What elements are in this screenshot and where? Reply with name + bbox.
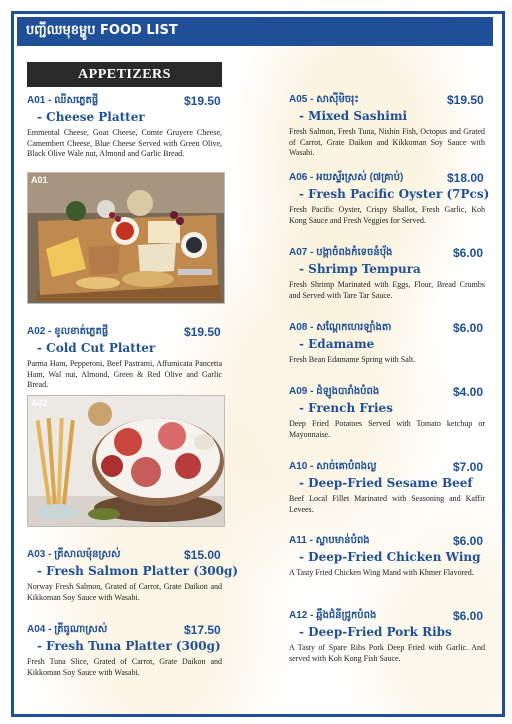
menu-item-a06 [289,170,490,226]
item-price: $19.50 [447,93,484,107]
item-code: A01 - ឈីសភ្លេតផ្លី [27,95,99,106]
item-description: Fresh Shrimp Marinated with Eggs, Flour, Bread Crumbs and Served with Tare Tar Sauce. [289,280,485,300]
item-name: - Mixed Sashimi [299,109,408,123]
item-name: - Cold Cut Platter [37,341,156,355]
item-description: Fresh Salmon, Fresh Tuna, Nishin Fish, Octopus and Grated of Carrot, Grate Daikon and Kikkoman Soy Sauce with Wasabi. [289,127,485,157]
section-title-appetizers: APPETIZERS [27,62,222,87]
cheese-platter-photo [27,172,225,304]
menu-item-a05 [289,92,485,159]
menu-item-a11 [289,533,485,579]
item-price: $19.50 [184,325,221,339]
item-price: $6.00 [453,609,484,623]
item-description: Fresh Bean Edamame Spring with Salt. [289,355,416,364]
item-description: Norway Fresh Salmon, Grated of Carrot, Grate Daikon and Kikkoman Soy Sauce with Wasabi. [27,582,222,602]
item-price: $7.00 [453,460,484,474]
menu-item-a04 [27,622,222,678]
item-name: - Cheese Platter [37,110,145,124]
photo-label: A01 [31,175,48,185]
item-name: - Shrimp Tempura [299,262,421,276]
item-code: A07 - បង្កាចំពងកំទេចនំប៉័ង [289,247,393,258]
item-code: A05 - សាស៊ីមិចរុះ [289,94,359,105]
item-price: $18.00 [447,171,484,185]
item-price: $6.00 [453,534,484,548]
cold-cut-platter-photo [27,395,225,527]
cold-cut-platter-image [28,396,224,526]
cheese-platter-image [28,173,224,303]
item-name: - Deep-Fried Sesame Beef [299,476,473,490]
item-price: $17.50 [184,623,221,637]
menu-item-a01 [27,93,222,160]
item-price: $19.50 [184,94,221,108]
item-code: A12 - ឆ្អឹងជំនីជ្រូកបំពង [289,610,377,621]
item-code: A06 - អយស្ទ័រស្រស់ (៧គ្រាប់) [289,172,404,183]
menu-item-a07 [289,245,485,301]
item-code: A10 - សាច់គោបំពងល្ង [289,461,377,472]
item-code: A11 - ស្លាបមាន់បំពង [289,535,370,546]
menu-item-a08 [289,320,485,366]
photo-label: A02 [31,398,48,408]
menu-item-a02 [27,324,222,391]
item-code: A04 - ត្រីធូណាស្រស់ [27,624,108,635]
item-code: A03 - ត្រីសាលម៉ុនស្រស់ [27,549,121,560]
item-description: Emmental Cheese, Goat Cheese, Comte Gruyere Cheese, Camembert Cheese, Blue Cheese Served with Green Olive, Black Olive Wale nut, Almond and Garlic Bread. [27,128,222,158]
item-code: A02 - ខូលខាត់ភ្លេតផ្លី [27,326,109,337]
item-description: Parma Ham, Pepperoni, Beef Pastrami, Affumicata Pancetta Ham, Wal nut, Almond, Green & Red Olive and Garlic Bread. [27,359,222,389]
page-title: បញ្ជីឈមុខម្ហូប FOOD LIST [26,23,178,38]
item-price: $4.00 [453,385,484,399]
item-name: - Deep-Fried Chicken Wing [299,550,481,564]
item-name: - Fresh Salmon Platter (300g) [37,564,239,578]
item-description: Beef Local Fillet Marinated with Seasoning and Kaffir Levees. [289,494,485,514]
item-price: $6.00 [453,246,484,260]
menu-item-a12 [289,608,485,664]
item-description: A Tasty Fried Chicken Wing Mand with Khmer Flavored. [289,568,474,577]
menu-item-a10 [289,459,485,515]
item-price: $6.00 [453,321,484,335]
menu-item-a09 [289,384,485,440]
item-description: Deep Fried Potatoes Served with Tomato ketchup or Mayonnaise. [289,419,485,439]
item-description: A Tasty of Spare Ribs Pork Deep Fried with Garlic. And served with Koh Kong Fish Sauce. [289,643,485,663]
menu-item-a03 [27,547,239,603]
item-price: $15.00 [184,548,221,562]
item-description: Fresh Pacific Oyster, Crispy Shallot, Fresh Garlic, Koh Kong Sauce and Fresh Veggies for Served. [289,205,485,225]
item-name: - Fresh Pacific Oyster (7Pcs) [299,187,490,201]
item-name: - Fresh Tuna Platter (300g) [37,639,221,653]
item-description: Fresh Tuna Slice, Grated of Carrot, Grate Daikon and Kikkoman Soy Sauce with Wasabi. [27,657,222,677]
item-code: A09 - ដំឡូងបារាំងបំពង [289,386,380,397]
item-name: - Deep-Fried Pork Ribs [299,625,452,639]
item-name: - French Fries [299,401,393,415]
item-code: A08 - សណ្តែកហេរឡាំងតា [289,322,392,333]
item-name: - Edamame [299,337,375,351]
